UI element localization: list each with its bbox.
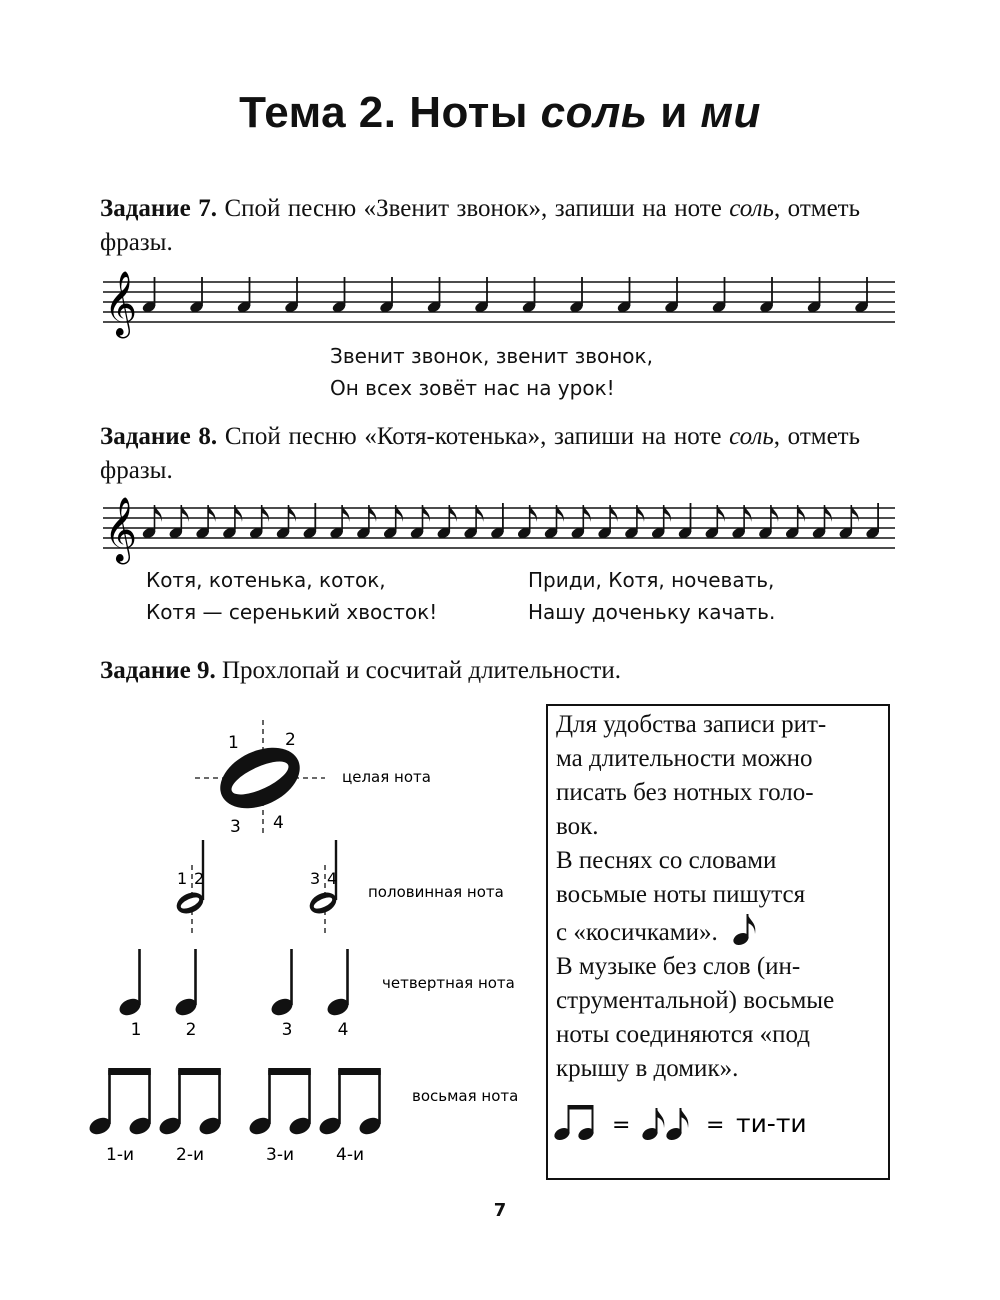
count-label: 2 [194, 869, 205, 888]
whole-note-group [195, 720, 431, 837]
info-line: крышу в домик». [556, 1055, 739, 1082]
count-label: 1 [130, 1020, 142, 1040]
eighth-note-icon [248, 505, 269, 540]
quarter-note-icon [117, 949, 143, 1018]
flagged-eighths-icon [640, 1108, 688, 1142]
count-label: 1 [177, 869, 188, 888]
count-label: 1 [228, 733, 239, 753]
count-label: 3-и [266, 1145, 294, 1165]
info-line: В музыке без слов (ин- [556, 953, 801, 980]
info-line: восьмые ноты пишутся [556, 881, 806, 908]
lyrics-task-8-right [528, 564, 775, 628]
eighth-note-icon [409, 505, 430, 540]
eighth-note-icon [731, 505, 752, 540]
info-line: вок. [556, 813, 599, 840]
eighth-note-icon [597, 505, 618, 540]
lyrics-task-8-left [146, 564, 437, 628]
eighth-note-icon [624, 505, 645, 540]
syllables-text: ти-ти [736, 1109, 807, 1138]
eighth-note-label: восьмая нота [412, 1087, 519, 1105]
count-label: 4 [273, 813, 284, 833]
equals-sign: = [612, 1113, 631, 1138]
half-notes-group [173, 840, 504, 935]
eighth-note-icon [195, 505, 216, 540]
eighth-note-icon [811, 505, 832, 540]
quarter-note-icon [269, 949, 295, 1018]
eighth-note-icon [570, 505, 591, 540]
count-label: 3 [281, 1020, 293, 1040]
info-box-text [556, 708, 882, 1086]
page-title: Тема 2. Ноты соль и ми [239, 88, 761, 137]
staff-task-7 [103, 271, 895, 338]
task-8-text: Задание 8. Спой песню «Котя-котенька», запиши на ноте соль, отметь фразы. [100, 423, 860, 484]
eighth-note-icon [222, 505, 243, 540]
half-note-icon [306, 888, 339, 917]
eighth-note-icon [838, 505, 859, 540]
eighth-notes-group [87, 1068, 518, 1165]
lyric-line: Он всех зовёт нас на урок! [330, 376, 615, 400]
count-label: 1-и [106, 1145, 134, 1165]
durations-diagram [0, 700, 545, 1180]
lyric-line: Нашу доченьку качать. [528, 600, 776, 624]
count-label: 2 [285, 730, 296, 750]
treble-clef-icon: 𝄞 [104, 271, 138, 336]
eighth-note-icon [463, 505, 484, 540]
lyrics-task-7 [330, 340, 653, 404]
staff-task-8 [103, 497, 895, 564]
beamed-eighths-icon [317, 1068, 383, 1137]
info-line: Для удобства записи рит- [556, 711, 827, 738]
info-line: ма длительности можно [556, 745, 813, 772]
lyric-line: Котя, котенька, коток, [146, 568, 386, 592]
eighth-note-icon [168, 505, 189, 540]
count-label: 3 [310, 869, 321, 888]
eighth-note-icon [275, 505, 296, 540]
eighth-note-icon [356, 505, 377, 540]
count-label: 2-и [176, 1145, 204, 1165]
eighth-note-icon [543, 505, 564, 540]
quarter-note-icon [325, 949, 351, 1018]
half-note-label: половинная нота [368, 883, 504, 901]
lyric-line: Звенит звонок, звенит звонок, [330, 344, 653, 368]
task-7-text: Задание 7. Спой песню «Звенит звонок», запиши на ноте соль, отметь фразы. [100, 195, 861, 256]
quarter-note-label: четвертная нота [382, 974, 515, 992]
count-label: 4 [337, 1020, 349, 1040]
eighth-note-icon [784, 505, 805, 540]
count-label: 4-и [336, 1145, 364, 1165]
info-line: писать без нотных голо- [556, 779, 814, 806]
info-line: струментальной) восьмые [556, 987, 835, 1014]
quarter-notes-group [117, 949, 515, 1040]
eighth-note-icon [516, 505, 537, 540]
quarter-note-icon [173, 949, 199, 1018]
count-label: 3 [230, 817, 241, 837]
beamed-eighths-icon [87, 1068, 153, 1137]
info-line: В песнях со словами [556, 847, 777, 874]
info-line: ноты соединяются «под [556, 1021, 810, 1048]
eighth-note-icon [141, 505, 162, 540]
half-note-icon [173, 888, 206, 917]
page-number: 7 [493, 1200, 507, 1221]
lyric-line: Приди, Котя, ночевать, [528, 568, 775, 592]
eighth-note-icon [382, 505, 403, 540]
lyric-line: Котя — серенький хвосток! [146, 600, 438, 624]
eighth-note-icon [329, 505, 350, 540]
info-line: с «косичками». [556, 912, 882, 950]
eighth-note-icon [436, 505, 457, 540]
beamed-eighths-icon [247, 1068, 313, 1137]
eighth-note-icon [650, 505, 671, 540]
equals-sign: = [706, 1113, 725, 1138]
count-label: 4 [327, 869, 338, 888]
flagged-eighth-note-icon [732, 912, 758, 946]
beamed-eighths-icon [552, 1105, 595, 1142]
beamed-eighths-icon [157, 1068, 223, 1137]
treble-clef-icon: 𝄞 [104, 497, 138, 562]
task-9-text: Задание 9. Прохлопай и сосчитай длительности. [100, 657, 621, 684]
rhythm-equation [550, 1100, 880, 1150]
eighth-note-icon [704, 505, 725, 540]
eighth-note-icon [758, 505, 779, 540]
count-label: 2 [185, 1020, 197, 1040]
whole-note-label: целая нота [342, 768, 431, 786]
